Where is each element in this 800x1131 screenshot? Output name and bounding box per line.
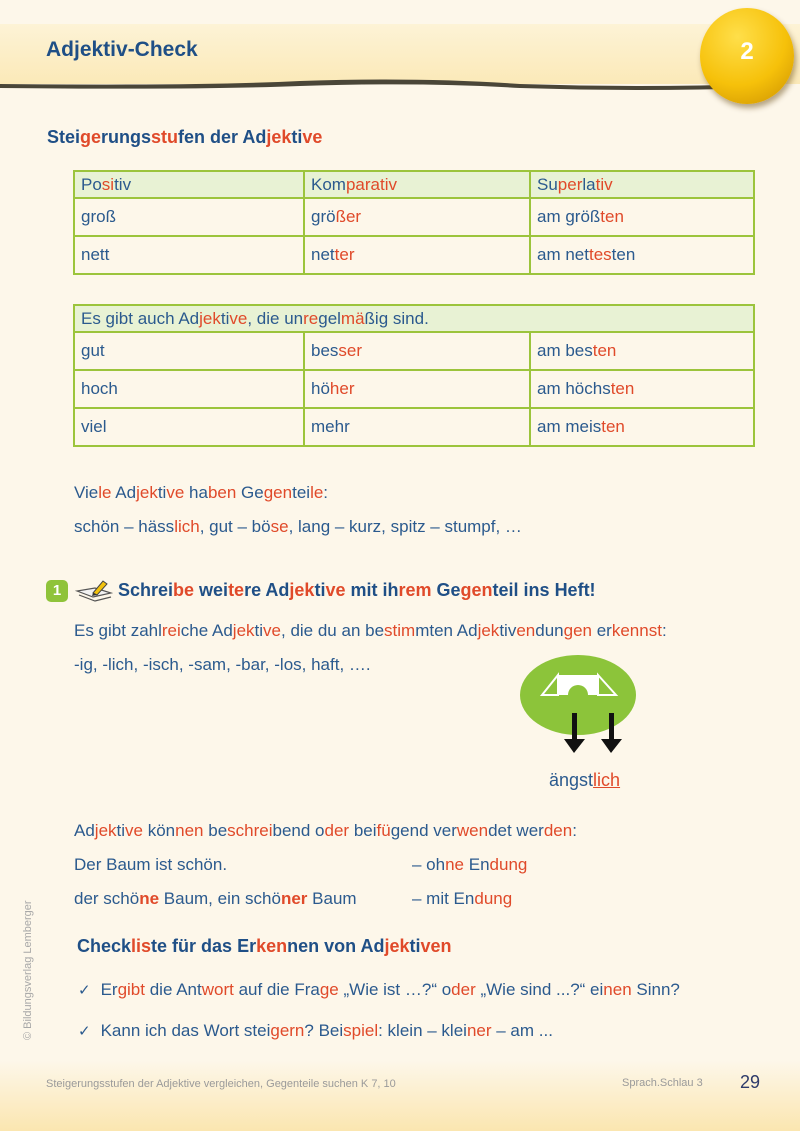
text-segment: net (311, 245, 335, 264)
highlighted-syllable: ten (601, 417, 625, 436)
usage-example-right (412, 889, 512, 909)
text-segment: re Ad (244, 580, 290, 600)
highlighted-syllable: fü (376, 821, 391, 840)
highlighted-syllable: spiel (343, 1021, 379, 1040)
footer-book-title: Sprach.Schlau 3 (622, 1077, 703, 1089)
text-segment: Baum (307, 889, 357, 908)
highlighted-syllable: jek (289, 580, 315, 600)
table-cell (530, 198, 754, 236)
text-segment: viel (81, 417, 107, 436)
usage-intro (74, 821, 577, 841)
highlighted-syllable: gern (270, 1021, 305, 1040)
highlighted-syllable: jek (199, 308, 221, 328)
highlighted-syllable: jek (232, 621, 255, 640)
highlighted-syllable: pa (345, 174, 365, 194)
table-cell (530, 370, 754, 408)
table-row (74, 408, 754, 446)
highlighted-syllable: lich (174, 517, 200, 536)
highlighted-syllable: le (310, 483, 324, 502)
word-ending: lich (593, 770, 621, 790)
table-cell (530, 408, 754, 446)
text-segment: „Wie ist …?“ o (338, 980, 452, 999)
highlighted-syllable: schrei (227, 821, 273, 840)
highlighted-syllable: te (228, 580, 245, 600)
text-segment: Stei (47, 127, 81, 147)
highlighted-syllable: ner (466, 1021, 492, 1040)
highlighted-syllable: ten (600, 207, 624, 226)
highlighted-syllable: si (101, 174, 115, 194)
chapter-badge (700, 8, 794, 104)
highlighted-syllable: jek (477, 621, 500, 640)
text-segment: ti (291, 127, 303, 147)
checklist-item-text (101, 1021, 553, 1040)
table-cell (530, 236, 754, 274)
word-stem: ängst (549, 770, 594, 790)
text-segment: , die du an be (281, 621, 385, 640)
highlighted-syllable: dung (489, 855, 528, 874)
text-segment: mehr (311, 417, 350, 436)
text-segment: En (464, 855, 490, 874)
highlighted-syllable: ge (319, 980, 339, 999)
table-cell (304, 236, 530, 274)
table-cell (74, 236, 304, 274)
highlighted-syllable: ter (334, 245, 355, 264)
text-segment: gend ver (390, 821, 457, 840)
text-segment: Er (100, 980, 118, 999)
highlighted-syllable: ne (139, 889, 160, 908)
highlighted-syllable: ser (338, 341, 363, 360)
text-segment: , die un (247, 308, 304, 328)
text-segment: am meis (537, 417, 602, 436)
table-cell (74, 332, 304, 370)
highlighted-syllable: ven (420, 936, 452, 956)
highlighted-syllable: jek (136, 483, 158, 502)
highlighted-syllable: tes (588, 245, 612, 264)
opposites-examples (74, 517, 522, 537)
highlighted-syllable: le (98, 483, 112, 502)
highlighted-syllable: dung (474, 889, 513, 908)
text-segment: Es gibt zahl (74, 621, 162, 640)
text-segment: tiv (499, 621, 517, 640)
table-cell (530, 332, 754, 370)
task-instruction (118, 580, 596, 601)
text-segment: wei (194, 580, 229, 600)
table-cell (304, 332, 530, 370)
text-segment: Ge (431, 580, 461, 600)
text-segment: – am ... (491, 1021, 553, 1040)
text-segment: Po (81, 174, 102, 194)
highlighted-syllable: gen (263, 483, 293, 502)
text-segment: am bes (537, 341, 593, 360)
highlighted-syllable: wen (456, 821, 489, 840)
text-segment: kön (143, 821, 176, 840)
highlighted-syllable: per (557, 174, 583, 194)
highlighted-syllable: tiv (380, 174, 398, 194)
page-title: Adjektiv-Check (46, 38, 198, 61)
text-segment: Der Baum ist schön. (74, 855, 228, 874)
text-segment: teil ins Heft! (492, 580, 596, 600)
footer-band (0, 1060, 800, 1131)
usage-example-left (74, 889, 357, 909)
header-komparativ (304, 171, 530, 198)
table-cell (74, 198, 304, 236)
text-segment: ti (254, 621, 264, 640)
text-segment: mit ih (345, 580, 399, 600)
text-segment: bei (349, 821, 377, 840)
text-segment: : (661, 621, 667, 640)
text-segment: bes (311, 341, 339, 360)
table-row (74, 198, 754, 236)
text-segment: am höchs (537, 379, 611, 398)
highlighted-syllable: ve (125, 821, 143, 840)
text-segment: , gut – bö (199, 517, 271, 536)
table-row (74, 370, 754, 408)
highlighted-syllable: se (270, 517, 289, 536)
table-caption-row (74, 305, 754, 332)
text-segment: Check (77, 936, 132, 956)
highlighted-syllable: ßer (335, 207, 362, 226)
task-number-badge: 1 (46, 580, 68, 602)
table-row (74, 236, 754, 274)
highlighted-syllable: ten (610, 379, 635, 398)
text-segment: nen von Ad (287, 936, 385, 956)
text-segment: am größ (537, 207, 601, 226)
highlighted-syllable: gibt (117, 980, 145, 999)
text-segment: die Ant (145, 980, 202, 999)
highlighted-syllable: ten (592, 341, 617, 360)
text-segment: hoch (81, 379, 118, 398)
highlighted-syllable: tiv (595, 174, 613, 194)
text-segment: det wer (488, 821, 544, 840)
comparison-table-irregular (73, 304, 755, 447)
highlighted-syllable: ve (302, 127, 323, 147)
endings-intro (74, 621, 667, 641)
highlighted-syllable: ben (207, 483, 237, 502)
text-segment: ßig sind. (364, 308, 429, 328)
text-segment: ti (220, 308, 230, 328)
text-segment: mten Ad (415, 621, 478, 640)
highlighted-syllable: mä (340, 308, 365, 328)
text-segment: : (572, 821, 577, 840)
check-icon: ✓ (78, 1023, 91, 1040)
highlighted-syllable: en (516, 621, 536, 640)
table-cell (304, 370, 530, 408)
header-superlativ (530, 171, 754, 198)
highlighted-syllable: ne (445, 855, 465, 874)
text-segment: Vie (74, 483, 99, 502)
highlighted-syllable: ra (364, 174, 381, 194)
text-segment: rungs (101, 127, 152, 147)
highlighted-syllable: gen (563, 621, 592, 640)
text-segment: gut (81, 341, 105, 360)
text-segment: ? Bei (304, 1021, 344, 1040)
table-cell (304, 408, 530, 446)
checklist-item (78, 980, 680, 1000)
text-segment: un (544, 621, 564, 640)
text-segment: er (592, 621, 612, 640)
text-segment: der schö (74, 889, 140, 908)
copyright-notice: © Bildungsverlag Lemberger (22, 900, 34, 1040)
text-segment: , lang – kurz, spitz – stumpf, … (288, 517, 522, 536)
table-cell (304, 198, 530, 236)
checklist-item (78, 1021, 553, 1041)
text-segment: schön – häss (74, 517, 175, 536)
highlighted-syllable: nen (603, 980, 632, 999)
text-segment: Ad (111, 483, 137, 502)
text-segment: hö (311, 379, 330, 398)
text-segment: gel (318, 308, 341, 328)
highlighted-syllable: stu (151, 127, 179, 147)
text-segment: ti (157, 483, 167, 502)
highlighted-syllable: rem (398, 580, 432, 600)
text-segment: Es gibt auch Ad (81, 308, 200, 328)
pencil-writing-icon (75, 577, 113, 605)
opposites-intro (74, 483, 328, 503)
text-segment: : klein – klei (378, 1021, 467, 1040)
usage-example-right (412, 855, 527, 875)
text-segment: groß (81, 207, 116, 226)
page-number: 29 (740, 1072, 761, 1092)
highlighted-syllable: re (303, 308, 319, 328)
text-segment: am net (537, 245, 589, 264)
chapter-number: 2 (740, 38, 754, 65)
highlighted-syllable: jek (266, 127, 292, 147)
text-segment: Ad (74, 821, 95, 840)
text-segment: grö (311, 207, 336, 226)
adjective-ending-illustration (520, 655, 640, 785)
highlighted-syllable: ve (263, 621, 281, 640)
checklist-title (77, 936, 452, 957)
text-segment: – oh (412, 855, 446, 874)
text-segment: „Wie sind ...?“ ei (475, 980, 604, 999)
text-segment: Sinn? (631, 980, 680, 999)
highlighted-syllable: der (451, 980, 476, 999)
text-segment: : (323, 483, 329, 502)
irregular-caption (74, 305, 754, 332)
highlighted-syllable: ken (256, 936, 288, 956)
text-segment: ten (611, 245, 636, 264)
text-segment: auf die Fra (233, 980, 320, 999)
footer-description: Steigerungsstufen der Adjektive vergleichen, Gegenteile suchen K 7, 10 (46, 1078, 396, 1090)
header-divider (0, 78, 760, 92)
highlighted-syllable: wort (201, 980, 234, 999)
highlighted-syllable: ve (325, 580, 346, 600)
illustration-example-word (549, 770, 620, 791)
text-segment: ti (116, 821, 126, 840)
highlighted-syllable: nen (175, 821, 204, 840)
checklist-item-text (101, 980, 680, 999)
text-segment: te für das Er (151, 936, 257, 956)
text-segment: tei (292, 483, 311, 502)
text-segment: fen der Ad (178, 127, 267, 147)
text-segment: Kann ich das Wort stei (100, 1021, 271, 1040)
header-positiv (74, 171, 304, 198)
table-row (74, 332, 754, 370)
highlighted-syllable: den (543, 821, 573, 840)
text-segment: Baum, ein schö (159, 889, 281, 908)
section-title (47, 127, 322, 148)
text-segment: la (582, 174, 596, 194)
text-segment: – mit En (412, 889, 475, 908)
text-segment: Schrei (118, 580, 174, 600)
text-segment: ti (314, 580, 326, 600)
highlighted-syllable: rei (161, 621, 181, 640)
highlighted-syllable: der (324, 821, 350, 840)
text-segment: bend o (272, 821, 325, 840)
table-cell (74, 408, 304, 446)
text-segment: ti (409, 936, 421, 956)
endings-list: -ig, -lich, -isch, -sam, -bar, -los, haft, …. (74, 655, 371, 674)
highlighted-syllable: stim (384, 621, 416, 640)
text-segment: d (535, 621, 545, 640)
highlighted-syllable: be (173, 580, 195, 600)
check-icon: ✓ (78, 982, 91, 999)
highlighted-syllable: lis (131, 936, 152, 956)
text-segment: Kom (311, 174, 346, 194)
text-segment: che Ad (180, 621, 233, 640)
text-segment: tiv (114, 174, 132, 194)
highlighted-syllable: ge (80, 127, 102, 147)
highlighted-syllable: ve (166, 483, 185, 502)
text-segment: ha (184, 483, 208, 502)
text-segment: Su (537, 174, 558, 194)
highlighted-syllable: her (329, 379, 355, 398)
table-cell (74, 370, 304, 408)
highlighted-syllable: jek (384, 936, 410, 956)
usage-example-left (74, 855, 227, 875)
highlighted-syllable: ner (280, 889, 308, 908)
comparison-table-regular (73, 170, 755, 275)
highlighted-syllable: jek (94, 821, 117, 840)
highlighted-syllable: gen (460, 580, 493, 600)
text-segment: nett (81, 245, 110, 264)
text-segment: Ge (236, 483, 264, 502)
highlighted-syllable: ve (229, 308, 248, 328)
table-header-row (74, 171, 754, 198)
highlighted-syllable: kennst (611, 621, 662, 640)
text-segment: be (203, 821, 228, 840)
